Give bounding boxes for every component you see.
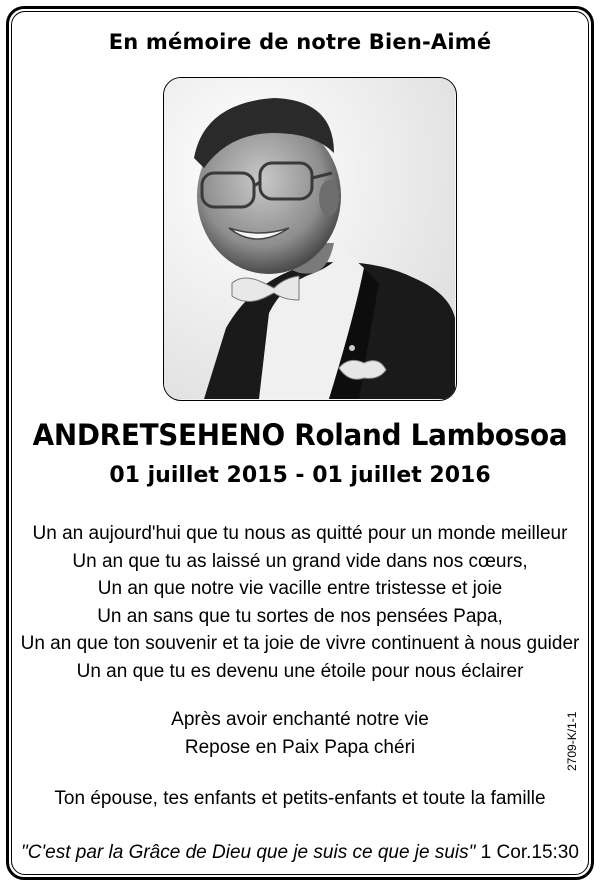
portrait-photo-icon — [164, 78, 455, 399]
family-signature: Ton épouse, tes enfants et petits-enfants et toute la famille — [54, 788, 546, 809]
poem-line: Un an que tu as laissé un grand vide dans nos cœurs, — [72, 550, 528, 572]
poem — [0, 520, 600, 685]
poem-line: Un an que tu es devenu une étoile pour nous éclairer — [76, 660, 524, 682]
verse-quote: "C'est par la Grâce de Dieu que je suis ce que je suis" — [21, 842, 476, 863]
verse-reference: 1 Cor.15:30 — [475, 842, 579, 863]
poem-line: Un an que ton souvenir et ta joie de vivre continuent à nous guider — [20, 633, 580, 654]
deceased-name: ANDRETSEHENO Roland Lambosoa — [32, 418, 568, 452]
memorial-heading: En mémoire de notre Bien-Aimé — [108, 30, 492, 54]
poem-line: Un an aujourd'hui que tu nous as quitté pour un monde meilleur — [32, 523, 568, 544]
bible-verse — [0, 842, 600, 864]
memorial-dates: 01 juillet 2015 - 01 juillet 2016 — [109, 463, 491, 488]
portrait-photo — [163, 77, 457, 401]
closing-line: Après avoir enchanté notre vie — [171, 709, 429, 730]
closing-text — [0, 706, 600, 761]
poem-line: Un an que notre vie vacille entre tristesse et joie — [97, 578, 503, 599]
poem-line: Un an sans que tu sortes de nos pensées Papa, — [97, 605, 503, 627]
closing-line: Repose en Paix Papa chéri — [184, 736, 416, 758]
reference-code: 2709-K/1-1 — [565, 711, 579, 771]
